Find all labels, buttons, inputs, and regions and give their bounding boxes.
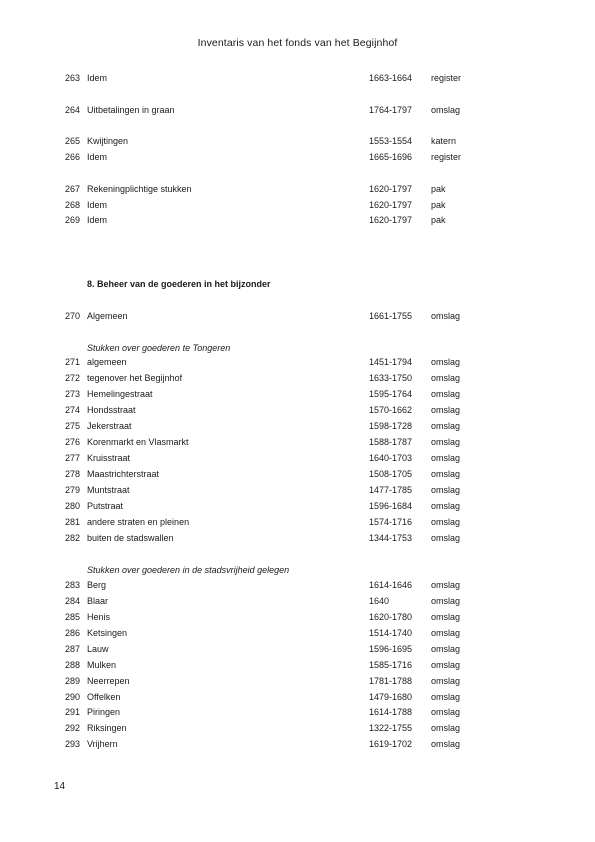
entry-date: 1322-1755: [369, 723, 413, 733]
entry-title: Idem: [87, 200, 108, 210]
inventory-row: [0, 578, 595, 592]
entry-type: omslag: [431, 311, 461, 321]
inventory-row: [0, 371, 595, 385]
entry-title: Neerrepen: [87, 676, 130, 686]
entry-title: Hemelingestraat: [87, 389, 153, 399]
entry-title: tegenover het Begijnhof: [87, 373, 183, 383]
entry-title: algemeen: [87, 357, 127, 367]
inventory-row: [0, 705, 595, 719]
inventory-row: [0, 531, 595, 545]
entry-date: 1451-1794: [369, 357, 413, 367]
entry-number: 276: [64, 437, 80, 447]
inventory-row: [0, 626, 595, 640]
entry-number: 292: [64, 723, 80, 733]
entry-date: 1663-1664: [369, 73, 413, 83]
inventory-row: [0, 403, 595, 417]
entry-title: Henis: [87, 612, 111, 622]
entry-title: Kwijtingen: [87, 136, 129, 146]
inventory-row: [0, 435, 595, 449]
entry-type: omslag: [431, 357, 461, 367]
entry-date: 1640-1703: [369, 453, 413, 463]
entry-title: Idem: [87, 73, 108, 83]
entry-type: omslag: [431, 469, 461, 479]
entry-title: Rekeningplichtige stukken: [87, 184, 192, 194]
entry-date: 1620-1797: [369, 184, 413, 194]
entry-type: pak: [431, 215, 446, 225]
inventory-row: [0, 134, 595, 148]
entry-title: Muntstraat: [87, 485, 130, 495]
entry-number: 278: [64, 469, 80, 479]
inventory-row: [0, 467, 595, 481]
entry-number: 273: [64, 389, 80, 399]
entry-title: Riksingen: [87, 723, 127, 733]
entry-number: 263: [64, 73, 80, 83]
entry-date: 1344-1753: [369, 533, 413, 543]
entry-type: omslag: [431, 739, 461, 749]
inventory-row: [0, 71, 595, 85]
entry-date: 1665-1696: [369, 152, 413, 162]
inventory-row: [0, 642, 595, 656]
subheading-stadsvrijheid: Stukken over goederen in de stadsvrijheid gelegen: [87, 565, 290, 575]
entry-title: Hondsstraat: [87, 405, 136, 415]
inventory-row: [0, 658, 595, 672]
entry-date: 1477-1785: [369, 485, 413, 495]
inventory-row: [0, 182, 595, 196]
entry-number: 282: [64, 533, 80, 543]
entry-title: Algemeen: [87, 311, 128, 321]
entry-type: omslag: [431, 660, 461, 670]
entry-title: Ketsingen: [87, 628, 128, 638]
entry-type: omslag: [431, 485, 461, 495]
entry-date: 1574-1716: [369, 517, 413, 527]
entry-title: Uitbetalingen in graan: [87, 105, 175, 115]
entry-number: 267: [64, 184, 80, 194]
entry-type: omslag: [431, 405, 461, 415]
entry-date: 1596-1695: [369, 644, 413, 654]
entry-date: 1508-1705: [369, 469, 413, 479]
entry-type: omslag: [431, 644, 461, 654]
entry-title: Vrijhern: [87, 739, 118, 749]
inventory-row: [0, 515, 595, 529]
entry-date: 1479-1680: [369, 692, 413, 702]
entry-number: 275: [64, 421, 80, 431]
entry-number: 270: [64, 311, 80, 321]
inventory-row: [0, 387, 595, 401]
entry-number: 277: [64, 453, 80, 463]
inventory-row: [0, 103, 595, 117]
entry-number: 290: [64, 692, 80, 702]
entry-type: omslag: [431, 612, 461, 622]
entry-date: 1598-1728: [369, 421, 413, 431]
inventory-row: [0, 198, 595, 212]
entry-title: buiten de stadswallen: [87, 533, 174, 543]
entry-title: Berg: [87, 580, 107, 590]
entry-type: omslag: [431, 596, 461, 606]
entry-date: 1633-1750: [369, 373, 413, 383]
entry-type: omslag: [431, 628, 461, 638]
entry-type: omslag: [431, 676, 461, 686]
inventory-row: [0, 419, 595, 433]
entry-title: Piringen: [87, 707, 121, 717]
inventory-row: [0, 213, 595, 227]
entry-title: Jekerstraat: [87, 421, 132, 431]
entry-number: 274: [64, 405, 80, 415]
subheading-tongeren: Stukken over goederen te Tongeren: [87, 343, 231, 353]
entry-type: omslag: [431, 501, 461, 511]
entry-date: 1620-1797: [369, 200, 413, 210]
entry-type: omslag: [431, 533, 461, 543]
entry-number: 289: [64, 676, 80, 686]
inventory-row: [0, 721, 595, 735]
entry-type: omslag: [431, 373, 461, 383]
entry-date: 1781-1788: [369, 676, 413, 686]
entry-date: 1570-1662: [369, 405, 413, 415]
entry-type: omslag: [431, 105, 461, 115]
entry-type: omslag: [431, 389, 461, 399]
entry-number: 281: [64, 517, 80, 527]
entry-title: Korenmarkt en Vlasmarkt: [87, 437, 189, 447]
entry-title: andere straten en pleinen: [87, 517, 190, 527]
entry-number: 264: [64, 105, 80, 115]
inventory-row: [0, 483, 595, 497]
inventory-row: [0, 674, 595, 688]
entry-number: 266: [64, 152, 80, 162]
entry-number: 287: [64, 644, 80, 654]
entry-date: 1614-1788: [369, 707, 413, 717]
entry-type: omslag: [431, 437, 461, 447]
entry-number: 283: [64, 580, 80, 590]
entry-number: 286: [64, 628, 80, 638]
entry-type: omslag: [431, 723, 461, 733]
inventory-row: [0, 610, 595, 624]
entry-number: 268: [64, 200, 80, 210]
entry-type: omslag: [431, 692, 461, 702]
entry-number: 284: [64, 596, 80, 606]
inventory-row: [0, 499, 595, 513]
entry-type: omslag: [431, 517, 461, 527]
inventory-row: [0, 309, 595, 323]
inventory-row: [0, 355, 595, 369]
entry-date: 1764-1797: [369, 105, 413, 115]
entry-date: 1640: [369, 596, 390, 606]
entry-title: Idem: [87, 215, 108, 225]
entry-number: 288: [64, 660, 80, 670]
entry-date: 1661-1755: [369, 311, 413, 321]
inventory-row: [0, 451, 595, 465]
entry-title: Lauw: [87, 644, 109, 654]
entry-number: 265: [64, 136, 80, 146]
entry-date: 1588-1787: [369, 437, 413, 447]
entry-number: 291: [64, 707, 80, 717]
inventory-row: [0, 594, 595, 608]
entry-number: 280: [64, 501, 80, 511]
entry-title: Maastrichterstraat: [87, 469, 160, 479]
entry-title: Offelken: [87, 692, 121, 702]
entry-date: 1514-1740: [369, 628, 413, 638]
inventory-row: [0, 150, 595, 164]
entry-type: register: [431, 73, 462, 83]
entry-date: 1553-1554: [369, 136, 413, 146]
entry-date: 1614-1646: [369, 580, 413, 590]
entry-number: 269: [64, 215, 80, 225]
entry-number: 285: [64, 612, 80, 622]
entry-date: 1620-1797: [369, 215, 413, 225]
entry-date: 1595-1764: [369, 389, 413, 399]
entry-type: register: [431, 152, 462, 162]
entry-date: 1585-1716: [369, 660, 413, 670]
entry-number: 279: [64, 485, 80, 495]
entry-type: pak: [431, 200, 446, 210]
section-heading: 8. Beheer van de goederen in het bijzonder: [87, 279, 271, 289]
entry-number: 293: [64, 739, 80, 749]
entry-type: pak: [431, 184, 446, 194]
entry-title: Kruisstraat: [87, 453, 131, 463]
entry-type: omslag: [431, 421, 461, 431]
entry-title: Idem: [87, 152, 108, 162]
entry-date: 1620-1780: [369, 612, 413, 622]
entry-date: 1619-1702: [369, 739, 413, 749]
entry-number: 272: [64, 373, 80, 383]
page-header: Inventaris van het fonds van het Begijnhof: [197, 37, 398, 49]
entry-type: omslag: [431, 580, 461, 590]
inventory-row: [0, 690, 595, 704]
page-number: 14: [54, 781, 66, 792]
inventory-row: [0, 737, 595, 751]
entry-title: Blaar: [87, 596, 109, 606]
entry-type: katern: [431, 136, 457, 146]
entry-type: omslag: [431, 707, 461, 717]
entry-title: Mulken: [87, 660, 117, 670]
entry-number: 271: [64, 357, 80, 367]
entry-title: Putstraat: [87, 501, 124, 511]
entry-type: omslag: [431, 453, 461, 463]
entry-date: 1596-1684: [369, 501, 413, 511]
